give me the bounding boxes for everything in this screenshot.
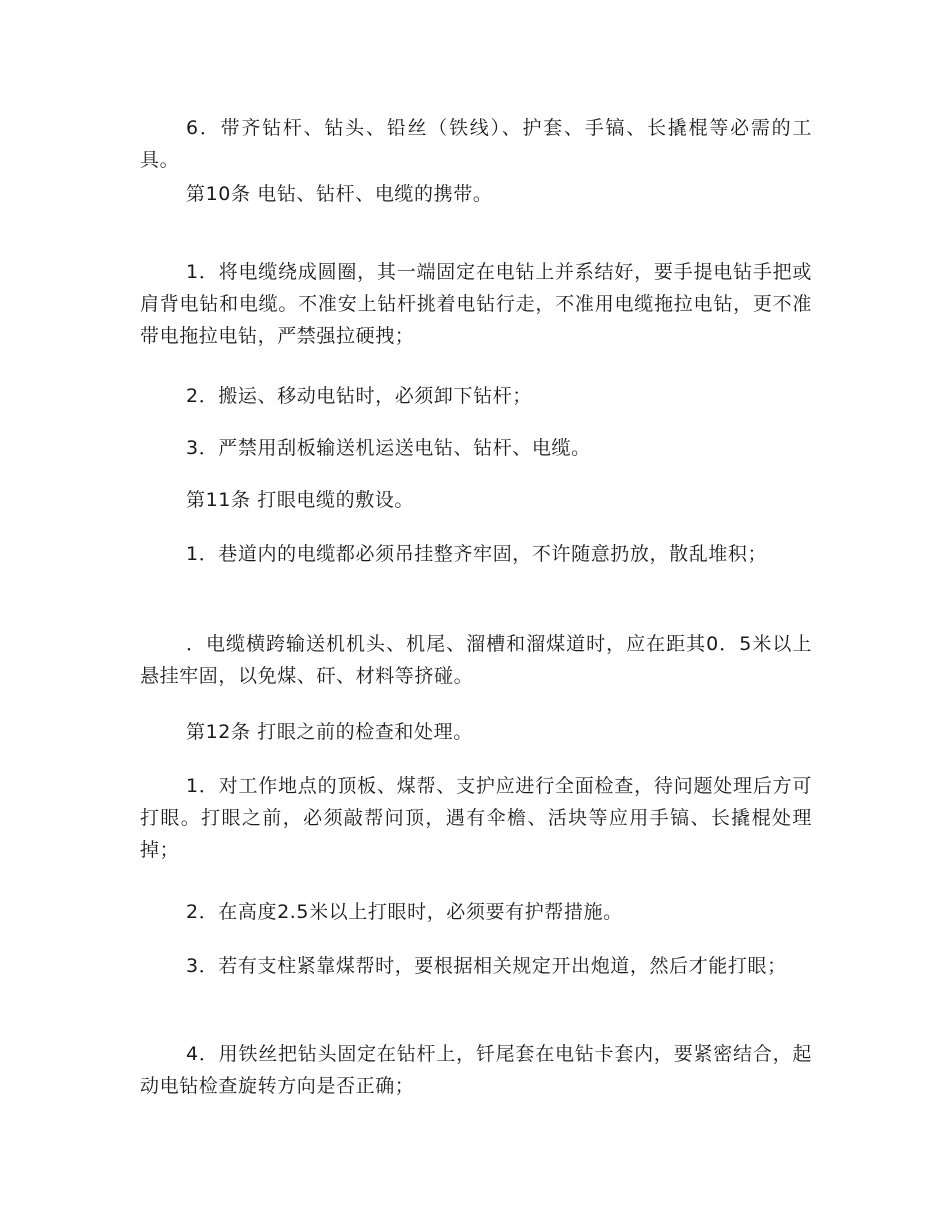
heading-article-12: 第12条 打眼之前的检查和处理。 xyxy=(186,721,473,743)
heading-article-11: 第11条 打眼电缆的敷设。 xyxy=(186,489,415,511)
paragraph-no-conveyor: 3．严禁用刮板输送机运送电钻、钻杆、电缆。 xyxy=(186,437,591,459)
paragraph-drill-bit: 4．用铁丝把钻头固定在钻杆上，钎尾套在电钻卡套内，要紧密结合，起动电钻检查旋转方向是否正确； xyxy=(140,1043,812,1097)
heading-article-10: 第10条 电钻、钻杆、电缆的携带。 xyxy=(186,183,493,205)
paragraph-cable-hanging: 1．巷道内的电缆都必须吊挂整齐牢固，不许随意扔放，散乱堆积； xyxy=(186,543,768,565)
paragraph-height-protection: 2．在高度2.5米以上打眼时，必须要有护帮措施。 xyxy=(186,901,623,923)
paragraph-cable-coil: 1．将电缆绕成圆圈，其一端固定在电钻上并系结好，要手提电钻手把或肩背电钻和电缆。不准安上钻杆挑着电钻行走，不准用电缆拖拉电钻，更不准带电拖拉电钻，严禁强拉硬拽； xyxy=(140,261,812,347)
paragraph-pillar: 3．若有支柱紧靠煤帮时，要根据相关规定开出炮道，然后才能打眼； xyxy=(186,955,787,977)
paragraph-tools: 6．带齐钻杆、钻头、铅丝（铁线）、护套、手镐、长撬棍等必需的工具。 xyxy=(140,117,812,171)
paragraph-inspection: 1．对工作地点的顶板、煤帮、支护应进行全面检查，待问题处理后方可打眼。打眼之前，必须敲帮问顶，遇有伞檐、活块等应用手镐、长撬棍处理掉； xyxy=(140,775,812,861)
paragraph-remove-rod: 2．搬运、移动电钻时，必须卸下钻杆； xyxy=(186,385,532,407)
paragraph-cable-crossing: ．电缆横跨输送机机头、机尾、溜槽和溜煤道时，应在距其0．5米以上悬挂牢固，以免煤、矸、材料等挤碰。 xyxy=(140,633,812,687)
